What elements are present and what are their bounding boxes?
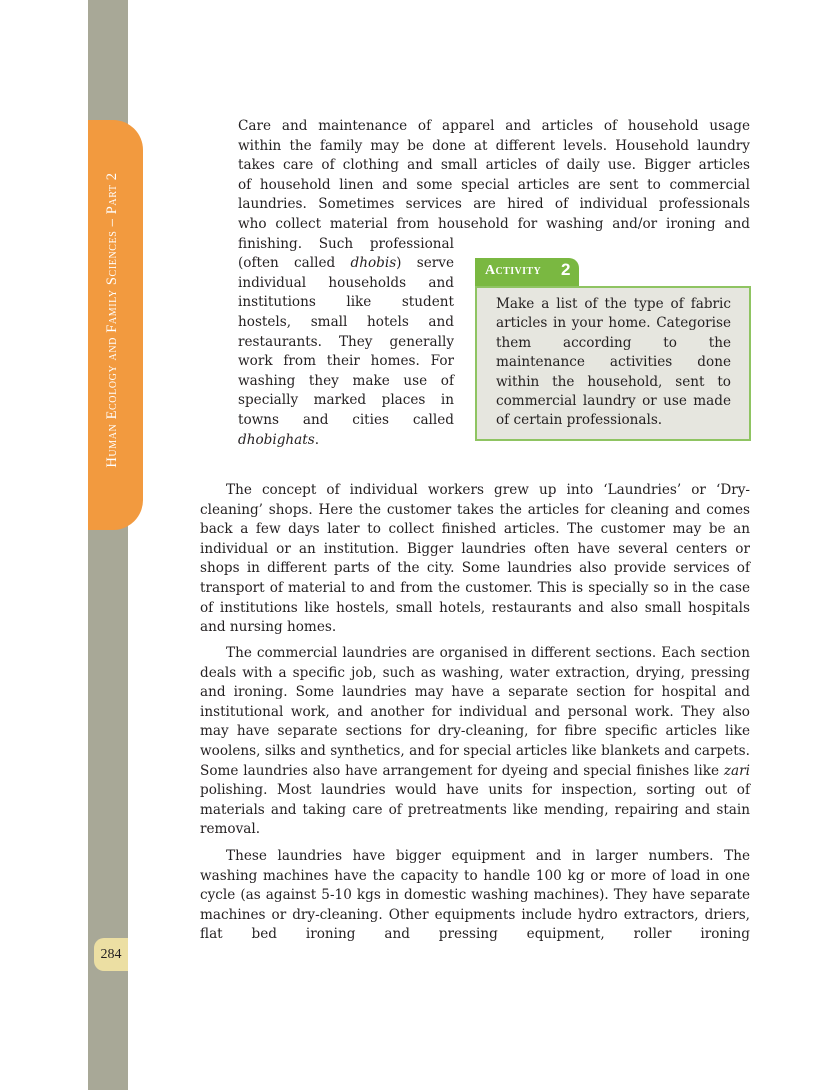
page-number: 284 bbox=[94, 938, 128, 971]
intro-line: within the family may be done at different levels. Household laundry bbox=[238, 137, 750, 154]
paragraph-sections bbox=[200, 644, 750, 840]
intro-line: laundries. Sometimes services are hired of individual professionals bbox=[238, 196, 750, 213]
text-run: polishing. Most laundries would have units for inspection, sorting out of materials and taking care of pretreatments like mending, repairing and stain removal. bbox=[200, 782, 750, 838]
running-head: Human Ecology and Family Sciences – Part 2 bbox=[104, 172, 120, 468]
intro-line: takes care of clothing and small articles of daily use. Bigger articles bbox=[238, 157, 750, 174]
paragraph-laundries: The concept of individual workers grew up into ‘Laundries’ or ‘Dry-cleaning’ shops. Here the customer takes the articles for cleaning and comes back a few days later to collect finished articles. The customer may be an individual or an institution. Bigger laundries often have several centers or shops in different parts of the city. Some laundries also provide services of transport of material to and from the customer. This is specially so in the case of institutions like hostels, small hotels, restaurants and also small hospitals and nursing homes. bbox=[200, 482, 750, 636]
intro-line: who collect material from household for washing and/or ironing and bbox=[238, 216, 750, 232]
term-dhobis: dhobis bbox=[350, 255, 397, 272]
activity-box bbox=[475, 258, 751, 441]
intro-line: Care and maintenance of apparel and articles of household usage bbox=[238, 118, 750, 134]
activity-header bbox=[475, 258, 579, 286]
paragraph-equipment: These laundries have bigger equipment and in larger numbers. The washing machines have the capacity to handle 100 kg or more of load in one cycle (as against 5-10 kgs in domestic washing machines). They have separate machines or dry-cleaning. Other equipments include hydro extractors, driers, flat bed ironing and pressing equipment, roller ironing bbox=[200, 848, 750, 943]
activity-number: 2 bbox=[561, 260, 571, 279]
text-run: ) serve individual households and institutions like student hostels, small hotels and restaurants. They generally work from their homes. For washing they make use of specially marked places in towns and cities called bbox=[238, 255, 454, 428]
intro-line: of household linen and some special articles are sent to commercial bbox=[238, 176, 750, 193]
activity-text: Make a list of the type of fabric articles in your home. Categorise them according to the maintenance activities done within the household, sent to commercial laundry or use made of certain professionals. bbox=[496, 296, 731, 429]
text-run: . bbox=[314, 431, 320, 448]
text-run: The commercial laundries are organised in different sections. Each section deals with a specific job, such as washing, water extraction, drying, pressing and ironing. Some laundries may have a separate section for hospital and institutional work, and another for individual and personal work. They also may have separate sections for dry-cleaning, for fibre specific articles like woolens, silks and synthetics, and for special articles like blankets and carpets. Some laundries also have arrangement for dyeing and special finishes like bbox=[200, 645, 750, 779]
term-zari: zari bbox=[723, 762, 750, 779]
term-dhobighats: dhobighats bbox=[238, 431, 315, 448]
activity-label: Activity bbox=[485, 263, 542, 278]
activity-content bbox=[475, 286, 751, 441]
text-run: finishing. Such professional (often called bbox=[238, 235, 454, 272]
intro-narrow-column bbox=[238, 235, 454, 451]
